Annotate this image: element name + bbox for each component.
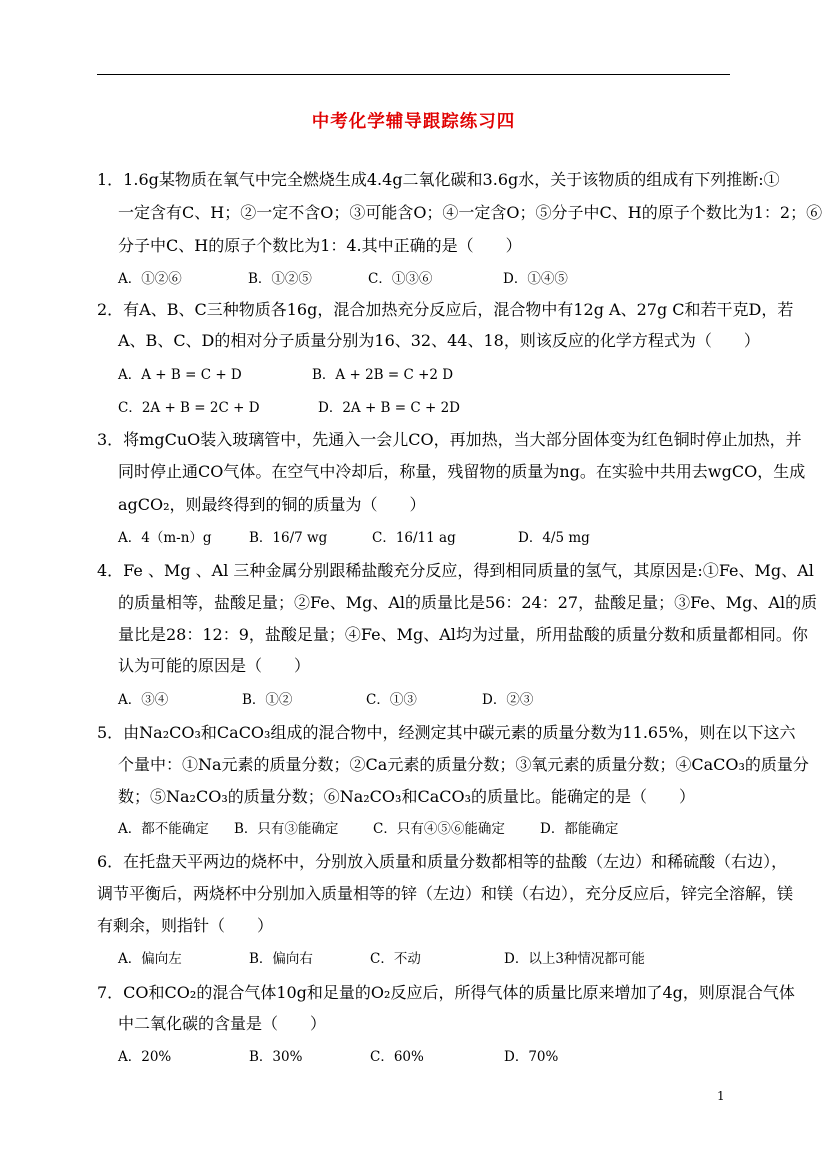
top-rule [97,74,730,75]
q1-line-1: 1．1.6g某物质在氧气中完全燃烧生成4.4g二氧化碳和3.6g水，关于该物质的组成有下列推断:① [97,170,780,189]
q4-option-c: C．①③ [366,692,417,708]
q1-line-2: 一定含有C、H；②一定不含O；③可能含O；④一定含O；⑤分子中C、H的原子个数比为1：2；⑥ [118,203,823,222]
q1-option-d: D．①④⑤ [503,271,568,287]
q6-line-2: 调节平衡后，两烧杯中分别加入质量相等的锌（左边）和镁（右边），充分反应后，锌完全溶解，镁 [97,884,794,903]
q1-option-b: B．①②⑤ [248,271,312,287]
q7-option-c: C．60% [370,1049,424,1065]
q4-line-2: 的质量相等，盐酸足量；②Fe、Mg、Al的质量比是56：24：27，盐酸足量；③Fe、Mg、Al的质 [118,593,818,612]
q4-line-3: 量比是28：12：9，盐酸足量；④Fe、Mg、Al均为过量，所用盐酸的质量分数和质量都相同。你 [118,625,808,644]
q2-option-b: B．A + 2B = C +2 D [312,367,454,383]
q2-line-2: A、B、C、D的相对分子质量分别为16、32、44、18，则该反应的化学方程式为（ ） [118,331,760,350]
q3-line-1: 3．将mgCuO装入玻璃管中，先通入一会儿CO，再加热，当大部分固体变为红色铜时停止加热，并 [97,430,802,449]
q3-option-a: A．4（m-n）g [118,530,212,546]
q2-line-1: 2．有A、B、C三种物质各16g，混合加热充分反应后，混合物中有12g A、27g C和若干克D，若 [97,300,794,319]
q6-option-d: D．以上3种情况都可能 [504,951,645,967]
q6-line-1: 6．在托盘天平两边的烧杯中，分别放入质量和质量分数都相等的盐酸（左边）和稀硫酸（右边）， [97,852,788,871]
page-number: 1 [717,1089,725,1103]
q4-option-d: D．②③ [482,692,534,708]
q3-line-2: 同时停止通CO气体。在空气中冷却后，称量，残留物的质量为ng。在实验中共用去wgCO，生成 [118,462,806,481]
q4-option-b: B．①② [242,692,293,708]
q5-option-c: C．只有④⑤⑥能确定 [373,821,505,837]
q3-line-3: agCO₂，则最终得到的铜的质量为（ ） [118,495,426,514]
q6-line-3: 有剩余，则指针（ ） [97,916,274,935]
q7-option-b: B．30% [249,1049,303,1065]
q7-line-2: 中二氧化碳的含量是（ ） [118,1014,327,1033]
q2-option-d: D．2A + B = C + 2D [318,400,461,416]
q7-option-a: A．20% [118,1049,172,1065]
q3-option-b: B．16/7 wg [249,530,328,546]
q7-line-1: 7．CO和CO₂的混合气体10g和足量的O₂反应后，所得气体的质量比原来增加了4g，则原混合气体 [97,983,795,1002]
q2-option-c: C．2A + B = 2C + D [118,400,260,416]
page-title: 中考化学辅导跟踪练习四 [311,112,516,132]
q7-option-d: D．70% [504,1049,559,1065]
q3-option-c: C．16/11 ag [372,530,456,546]
q4-option-a: A．③④ [118,692,169,708]
q5-line-2: 个量中：①Na元素的质量分数；②Ca元素的质量分数；③氧元素的质量分数；④CaCO₃的质量分 [118,755,809,774]
q4-line-4: 认为可能的原因是（ ） [118,656,311,675]
q5-line-1: 5．由Na₂CO₃和CaCO₃组成的混合物中，经测定其中碳元素的质量分数为11.65%，则在以下这六 [97,723,796,742]
q1-line-3: 分子中C、H的原子个数比为1：4.其中正确的是（ ） [118,236,522,255]
q1-option-c: C．①③⑥ [368,271,433,287]
q2-option-a: A．A + B = C + D [118,367,242,383]
q5-option-a: A．都不能确定 [118,821,209,837]
q4-line-1: 4．Fe 、Mg 、Al 三种金属分别跟稀盐酸充分反应，得到相同质量的氢气，其原因是:①Fe、Mg、Al [97,561,814,580]
q6-option-a: A．偏向左 [118,951,182,967]
q5-option-d: D．都能确定 [540,821,619,837]
q1-option-a: A．①②⑥ [118,271,182,287]
q6-option-c: C．不动 [370,951,421,967]
q3-option-d: D．4/5 mg [518,530,590,546]
q5-line-3: 数；⑤Na₂CO₃的质量分数；⑥Na₂CO₃和CaCO₃的质量比。能确定的是（ ） [118,787,696,806]
q5-option-b: B．只有③能确定 [234,821,339,837]
q6-option-b: B．偏向右 [249,951,313,967]
